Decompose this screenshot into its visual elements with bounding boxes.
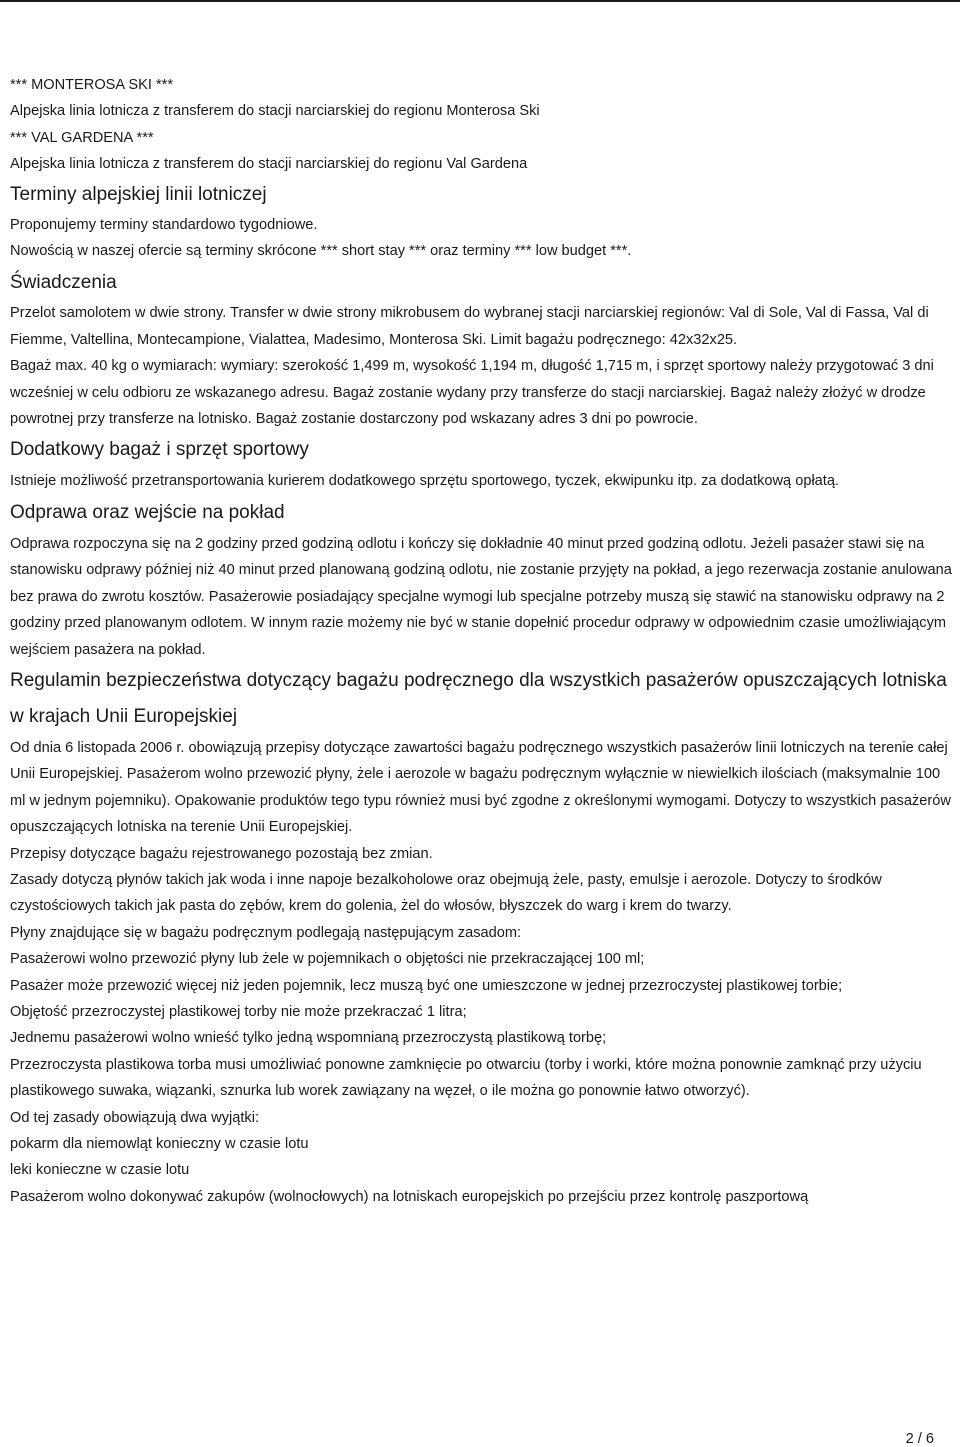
regulamin-rule-2: Pasażer może przewozić więcej niż jeden pojemnik, lecz muszą być one umieszczone w jednej przezroczystej plastikowej torbie;	[10, 977, 843, 994]
section-heading-swiadczenia: Świadczenia	[10, 272, 117, 294]
header-line-valgardena: *** VAL GARDENA ***	[10, 129, 154, 146]
page-number: 2 / 6	[905, 1431, 934, 1447]
regulamin-paragraph-final: Pasażerom wolno dokonywać zakupów (wolnocłowych) na lotniskach europejskich po przejściu przez kontrolę paszportową	[10, 1188, 809, 1205]
dodatkowy-paragraph-1: Istnieje możliwość przetransportowania kurierem dodatkowego sprzętu sportowego, tyczek, ekwipunku itp. za dodatkową opłatą.	[10, 473, 840, 490]
section-heading-terminy: Terminy alpejskiej linii lotniczej	[10, 183, 267, 205]
header-line-monterosa-desc: Alpejska linia lotnicza z transferem do stacji narciarskiej do regionu Monterosa Ski	[10, 103, 540, 120]
swiadczenia-paragraph-2: Bagaż max. 40 kg o wymiarach: wymiary: szerokość 1,499 m, wysokość 1,194 m, długość 1,715 m, i sprzęt sportowy należy przygotować 3 dni wcześniej w celu odbioru ze wskazanego adresu. Bagaż zostanie wydany przy transferze do stacji narciarskiej. Bagaż należy złożyć w drodze powrotnej przy transferze na lotnisko. Bagaż zostanie dostarczony pod wskazany adres 3 dni po powrocie.	[10, 358, 934, 428]
header-line-monterosa: *** MONTEROSA SKI ***	[10, 77, 174, 93]
regulamin-exceptions-intro: Od tej zasady obowiązują dwa wyjątki:	[10, 1109, 260, 1126]
regulamin-paragraph-2: Przepisy dotyczące bagażu rejestrowanego pozostają bez zmian.	[10, 845, 433, 862]
terminy-paragraph-2: Nowością w naszej ofercie są terminy skrócone *** short stay *** oraz terminy *** low budget ***.	[10, 243, 632, 260]
document-body	[10, 72, 955, 1210]
regulamin-paragraph-3: Zasady dotyczą płynów takich jak woda i inne napoje bezalkoholowe oraz obejmują żele, pasty, emulsje i aerozole. Dotyczy to środków czystościowych takich jak pasta do zębów, krem do golenia, żel do włosów, błyszczek do warg i krem do twarzy.	[10, 871, 882, 915]
swiadczenia-paragraph-1: Przelot samolotem w dwie strony. Transfer w dwie strony mikrobusem do wybranej stacji narciarskiej regionów: Val di Sole, Val di Fassa, Val di Fiemme, Valtellina, Montecampione, Vialattea, Madesimo, Monterosa Ski. Limit bagażu podręcznego: 42x32x25.	[10, 305, 929, 348]
terminy-paragraph-1: Proponujemy terminy standardowo tygodniowe.	[10, 216, 318, 233]
odprawa-paragraph-1: Odprawa rozpoczyna się na 2 godziny przed godziną odlotu i kończy się dokładnie 40 minut przed godziną odlotu. Jeżeli pasażer stawi się na stanowisku odprawy później niż 40 minut przed planowaną godziną odlotu, nie zostanie przyjęty na pokład, a jego rezerwacja zostanie anulowana bez prawa do zwrotu kosztów. Pasażerowie posiadający specjalne wymogi lub specjalne potrzeby muszą się stawić na stanowisku odprawy na 2 godziny przed planowanym odlotem. W innym razie możemy nie być w stanie dopełnić procedur odprawy w odpowiednim czasie umożliwiającym wejściem pasażera na pokład.	[10, 535, 952, 658]
regulamin-rule-4: Jednemu pasażerowi wolno wnieść tylko jedną wspomnianą przezroczystą plastikową torbę;	[10, 1030, 607, 1047]
section-heading-odprawa: Odprawa oraz wejście na pokład	[10, 501, 285, 523]
section-heading-dodatkowy: Dodatkowy bagaż i sprzęt sportowy	[10, 439, 309, 461]
regulamin-rule-3: Objętość przezroczystej plastikowej torby nie może przekraczać 1 litra;	[10, 1003, 467, 1020]
regulamin-rule-5: Przezroczysta plastikowa torba musi umożliwiać ponowne zamknięcie po otwarciu (torby i worki, które można ponownie zamknąć przy użyciu plastikowego suwaka, wiązanki, sznurka lub worek zawiązany na węzeł, o ile można go ponownie łatwo otworzyć).	[10, 1056, 922, 1100]
regulamin-exception-1: pokarm dla niemowląt konieczny w czasie lotu	[10, 1136, 309, 1152]
section-heading-regulamin: Regulamin bezpieczeństwa dotyczący bagażu podręcznego dla wszystkich pasażerów opuszczających lotniska w krajach Unii Europejskiej	[10, 669, 947, 727]
top-border-rule	[0, 0, 960, 2]
regulamin-paragraph-4: Płyny znajdujące się w bagażu podręcznym podlegają następującym zasadom:	[10, 924, 522, 941]
header-line-valgardena-desc: Alpejska linia lotnicza z transferem do stacji narciarskiej do regionu Val Gardena	[10, 156, 528, 173]
regulamin-exception-2: leki konieczne w czasie lotu	[10, 1162, 190, 1179]
regulamin-rule-1: Pasażerowi wolno przewozić płyny lub żele w pojemnikach o objętości nie przekraczającej 100 ml;	[10, 951, 645, 968]
regulamin-paragraph-1: Od dnia 6 listopada 2006 r. obowiązują przepisy dotyczące zawartości bagażu podręcznego wszystkich pasażerów linii lotniczych na terenie całej Unii Europejskiej. Pasażerom wolno przewozić płyny, żele i aerozole w bagażu podręcznym wyłącznie w niewielkich ilościach (maksymalnie 100 ml w jednym pojemniku). Opakowanie produktów tego typu również musi być zgodne z określonymi wymogami. Dotyczy to wszystkich pasażerów opuszczających lotniska na terenie Unii Europejskiej.	[10, 739, 951, 836]
